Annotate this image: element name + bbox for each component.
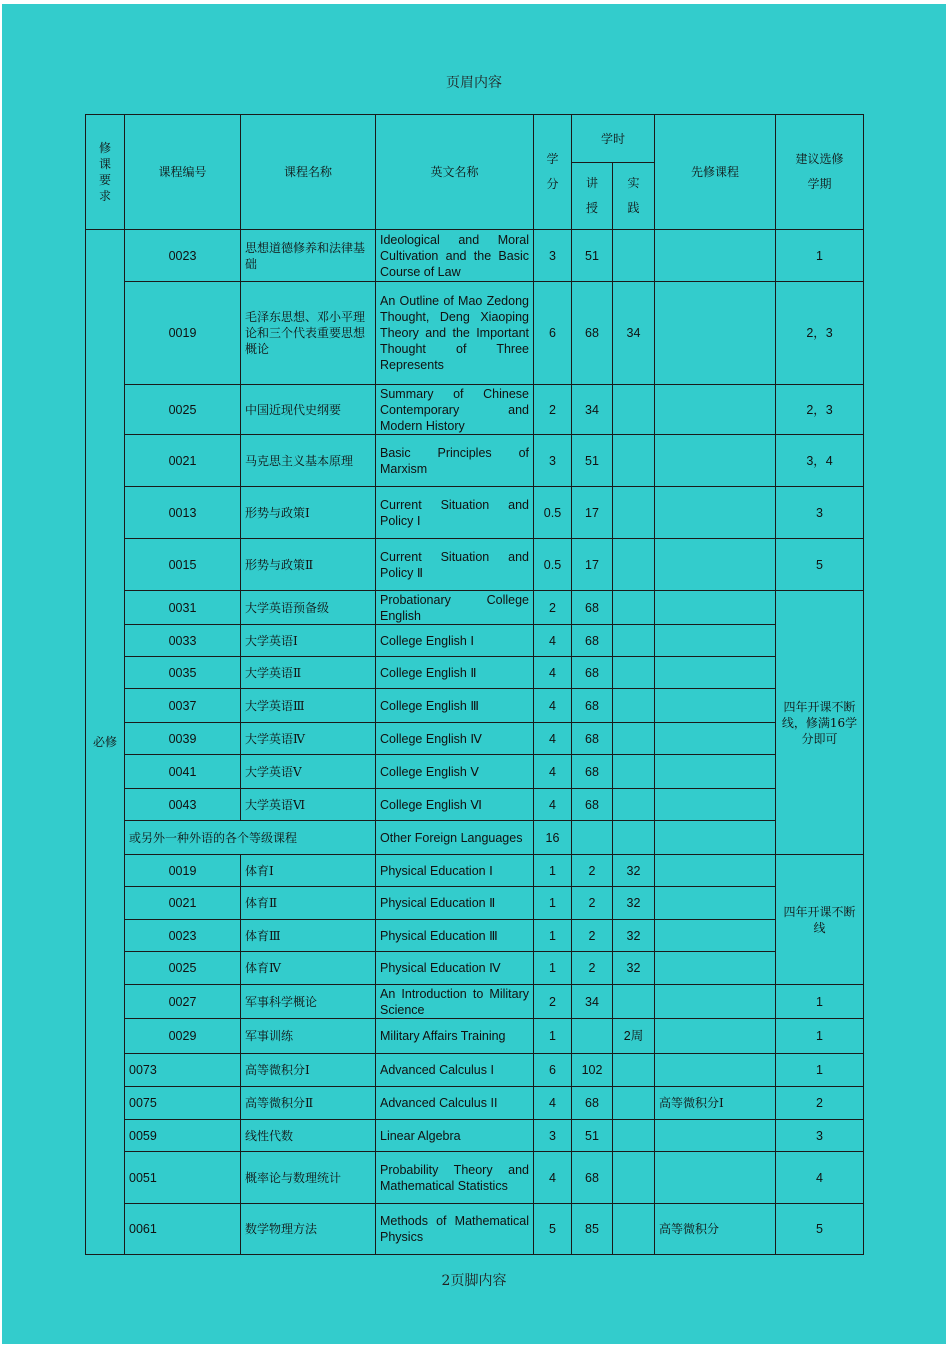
english-name-cell: Other Foreign Languages xyxy=(376,821,534,855)
course-code-cell: 0029 xyxy=(125,1019,241,1054)
english-name-cell: Advanced Calculus I xyxy=(376,1054,534,1087)
practice-hours-cell xyxy=(613,539,655,591)
header-code: 课程编号 xyxy=(125,115,241,230)
practice-hours-cell xyxy=(613,1087,655,1120)
prerequisite-cell xyxy=(655,539,776,591)
practice-hours-cell xyxy=(613,723,655,755)
credit-cell: 6 xyxy=(534,282,572,385)
table-row xyxy=(86,887,864,920)
header-lecture-text: 讲授 xyxy=(585,176,598,215)
table-row xyxy=(86,855,864,887)
course-name-cell: 大学英语Ⅵ xyxy=(241,789,376,821)
header-requirement-text: 修课要求 xyxy=(98,141,111,203)
course-code-cell: 0031 xyxy=(125,591,241,625)
course-code-cell: 0061 xyxy=(125,1204,241,1255)
lecture-hours-cell: 17 xyxy=(572,487,613,539)
course-code-cell: 0025 xyxy=(125,952,241,985)
header-requirement xyxy=(86,115,125,230)
header-prerequisite: 先修课程 xyxy=(655,115,776,230)
english-name-cell: Military Affairs Training xyxy=(376,1019,534,1054)
course-code-cell: 0075 xyxy=(125,1087,241,1120)
term-cell: 3 xyxy=(776,487,864,539)
course-name-cell: 高等微积分Ⅰ xyxy=(241,1054,376,1087)
course-code-cell: 0037 xyxy=(125,689,241,723)
requirement-cell: 必修 xyxy=(86,230,125,1255)
credit-cell: 1 xyxy=(534,952,572,985)
course-name-cell: 数学物理方法 xyxy=(241,1204,376,1255)
course-code-cell: 0059 xyxy=(125,1120,241,1152)
lecture-hours-cell: 68 xyxy=(572,723,613,755)
practice-hours-cell xyxy=(613,1120,655,1152)
table-body xyxy=(86,230,864,1255)
practice-hours-cell xyxy=(613,625,655,657)
lecture-hours-cell: 34 xyxy=(572,385,613,435)
table-row xyxy=(86,385,864,435)
practice-hours-cell xyxy=(613,789,655,821)
table-row xyxy=(86,920,864,952)
term-note-pe: 四年开课不断线 xyxy=(776,855,864,985)
course-code-cell: 0023 xyxy=(125,230,241,282)
credit-cell: 4 xyxy=(534,755,572,789)
course-code-cell: 0039 xyxy=(125,723,241,755)
course-code-cell: 0051 xyxy=(125,1152,241,1204)
english-name-cell: Current Situation and Policy Ⅰ xyxy=(376,487,534,539)
table-row xyxy=(86,282,864,385)
course-name-cell: 或另外一种外语的各个等级课程 xyxy=(125,821,376,855)
lecture-hours-cell: 17 xyxy=(572,539,613,591)
course-name-cell: 大学英语Ⅰ xyxy=(241,625,376,657)
english-name-cell: College English Ⅵ xyxy=(376,789,534,821)
credit-cell: 0.5 xyxy=(534,539,572,591)
prerequisite-cell xyxy=(655,920,776,952)
term-cell: 2 xyxy=(776,1087,864,1120)
header-practice xyxy=(613,163,655,230)
course-code-cell: 0033 xyxy=(125,625,241,657)
course-name-cell: 大学英语Ⅴ xyxy=(241,755,376,789)
lecture-hours-cell: 68 xyxy=(572,1087,613,1120)
practice-hours-cell xyxy=(613,1204,655,1255)
lecture-hours-cell: 51 xyxy=(572,435,613,487)
course-code-cell: 0021 xyxy=(125,435,241,487)
practice-hours-cell xyxy=(613,230,655,282)
credit-cell: 2 xyxy=(534,985,572,1019)
course-code-cell: 0027 xyxy=(125,985,241,1019)
table-row xyxy=(86,657,864,689)
credit-cell: 2 xyxy=(534,385,572,435)
table-row xyxy=(86,1054,864,1087)
table-row xyxy=(86,952,864,985)
english-name-cell: Ideological and Moral Cultivation and the Basic Course of Law xyxy=(376,230,534,282)
prerequisite-cell xyxy=(655,723,776,755)
table-row xyxy=(86,487,864,539)
table-row xyxy=(86,625,864,657)
english-name-cell: An Introduction to Military Science xyxy=(376,985,534,1019)
practice-hours-cell xyxy=(613,985,655,1019)
header-credit xyxy=(534,115,572,230)
prerequisite-cell xyxy=(655,1120,776,1152)
english-name-cell: Linear Algebra xyxy=(376,1120,534,1152)
course-name-cell: 体育Ⅰ xyxy=(241,855,376,887)
lecture-hours-cell: 2 xyxy=(572,855,613,887)
lecture-hours-cell: 68 xyxy=(572,789,613,821)
prerequisite-cell xyxy=(655,755,776,789)
practice-hours-cell: 32 xyxy=(613,887,655,920)
practice-hours-cell xyxy=(613,1054,655,1087)
term-cell: 1 xyxy=(776,1019,864,1054)
term-cell: 3 xyxy=(776,1120,864,1152)
header-hours: 学时 xyxy=(572,115,655,163)
table-row xyxy=(86,755,864,789)
lecture-hours-cell: 51 xyxy=(572,230,613,282)
english-name-cell: Physical Education Ⅲ xyxy=(376,920,534,952)
practice-hours-cell xyxy=(613,821,655,855)
credit-cell: 4 xyxy=(534,625,572,657)
lecture-hours-cell xyxy=(572,821,613,855)
term-cell: 4 xyxy=(776,1152,864,1204)
table-row xyxy=(86,1087,864,1120)
header-term xyxy=(776,115,864,230)
course-name-cell: 思想道德修养和法律基础 xyxy=(241,230,376,282)
practice-hours-cell xyxy=(613,689,655,723)
prerequisite-cell xyxy=(655,282,776,385)
prerequisite-cell xyxy=(655,657,776,689)
term-cell: 5 xyxy=(776,539,864,591)
course-name-cell: 体育Ⅲ xyxy=(241,920,376,952)
course-name-cell: 军事训练 xyxy=(241,1019,376,1054)
term-cell: 2，3 xyxy=(776,282,864,385)
prerequisite-cell xyxy=(655,887,776,920)
course-name-cell: 马克思主义基本原理 xyxy=(241,435,376,487)
course-name-cell: 概率论与数理统计 xyxy=(241,1152,376,1204)
lecture-hours-cell: 2 xyxy=(572,887,613,920)
credit-cell: 1 xyxy=(534,887,572,920)
table-row xyxy=(86,435,864,487)
credit-cell: 4 xyxy=(534,1152,572,1204)
prerequisite-cell xyxy=(655,487,776,539)
table-row xyxy=(86,591,864,625)
prerequisite-cell xyxy=(655,435,776,487)
credit-cell: 1 xyxy=(534,855,572,887)
term-cell: 2，3 xyxy=(776,385,864,435)
course-code-cell: 0043 xyxy=(125,789,241,821)
prerequisite-cell xyxy=(655,591,776,625)
english-name-cell: College English Ⅱ xyxy=(376,657,534,689)
prerequisite-cell xyxy=(655,952,776,985)
header-practice-text: 实践 xyxy=(627,176,640,215)
course-name-cell: 中国近现代史纲要 xyxy=(241,385,376,435)
credit-cell: 4 xyxy=(534,1087,572,1120)
header-lecture xyxy=(572,163,613,230)
course-name-cell: 军事科学概论 xyxy=(241,985,376,1019)
prerequisite-cell xyxy=(655,625,776,657)
english-name-cell: Advanced Calculus II xyxy=(376,1087,534,1120)
credit-cell: 1 xyxy=(534,920,572,952)
prerequisite-cell xyxy=(655,230,776,282)
practice-hours-cell xyxy=(613,1152,655,1204)
english-name-cell: An Outline of Mao Zedong Thought, Deng Xiaoping Theory and the Important Thought of Three Represents xyxy=(376,282,534,385)
credit-cell: 4 xyxy=(534,689,572,723)
course-code-cell: 0013 xyxy=(125,487,241,539)
prerequisite-cell xyxy=(655,985,776,1019)
page-footer: 2页脚内容 xyxy=(441,1273,507,1289)
course-code-cell: 0019 xyxy=(125,282,241,385)
course-name-cell: 大学英语Ⅱ xyxy=(241,657,376,689)
course-name-cell: 形势与政策Ⅰ xyxy=(241,487,376,539)
term-note-english: 四年开课不断线，修满16学分即可 xyxy=(776,591,864,855)
course-code-cell: 0023 xyxy=(125,920,241,952)
course-name-cell: 形势与政策Ⅱ xyxy=(241,539,376,591)
course-name-cell: 大学英语预备级 xyxy=(241,591,376,625)
practice-hours-cell: 32 xyxy=(613,952,655,985)
header-term-text: 建议选修学期 xyxy=(795,152,844,191)
lecture-hours-cell: 68 xyxy=(572,755,613,789)
practice-hours-cell: 34 xyxy=(613,282,655,385)
credit-cell: 4 xyxy=(534,789,572,821)
lecture-hours-cell: 68 xyxy=(572,657,613,689)
header-english-name: 英文名称 xyxy=(376,115,534,230)
course-table xyxy=(85,114,864,1255)
table-row xyxy=(86,821,864,855)
prerequisite-cell xyxy=(655,689,776,723)
english-name-cell: College English Ⅳ xyxy=(376,723,534,755)
lecture-hours-cell: 68 xyxy=(572,689,613,723)
lecture-hours-cell xyxy=(572,1019,613,1054)
lecture-hours-cell: 2 xyxy=(572,952,613,985)
practice-hours-cell xyxy=(613,591,655,625)
lecture-hours-cell: 68 xyxy=(572,282,613,385)
lecture-hours-cell: 68 xyxy=(572,591,613,625)
course-name-cell: 大学英语Ⅲ xyxy=(241,689,376,723)
prerequisite-cell xyxy=(655,385,776,435)
course-code-cell: 0021 xyxy=(125,887,241,920)
english-name-cell: College English Ⅲ xyxy=(376,689,534,723)
lecture-hours-cell: 2 xyxy=(572,920,613,952)
term-cell: 5 xyxy=(776,1204,864,1255)
prerequisite-cell: 高等微积分 xyxy=(655,1204,776,1255)
practice-hours-cell: 2周 xyxy=(613,1019,655,1054)
course-name-cell: 高等微积分Ⅱ xyxy=(241,1087,376,1120)
english-name-cell: Probationary College English xyxy=(376,591,534,625)
english-name-cell: Physical Education Ⅱ xyxy=(376,887,534,920)
table-row xyxy=(86,985,864,1019)
course-name-cell: 体育Ⅱ xyxy=(241,887,376,920)
course-name-cell: 线性代数 xyxy=(241,1120,376,1152)
english-name-cell: College English Ⅰ xyxy=(376,625,534,657)
credit-cell: 6 xyxy=(534,1054,572,1087)
course-code-cell: 0041 xyxy=(125,755,241,789)
course-code-cell: 0019 xyxy=(125,855,241,887)
table-row xyxy=(86,539,864,591)
course-name-cell: 毛泽东思想、邓小平理论和三个代表重要思想概论 xyxy=(241,282,376,385)
prerequisite-cell xyxy=(655,789,776,821)
credit-cell: 1 xyxy=(534,1019,572,1054)
prerequisite-cell xyxy=(655,821,776,855)
lecture-hours-cell: 51 xyxy=(572,1120,613,1152)
english-name-cell: Physical Education Ⅰ xyxy=(376,855,534,887)
english-name-cell: Current Situation and Policy Ⅱ xyxy=(376,539,534,591)
header-name: 课程名称 xyxy=(241,115,376,230)
prerequisite-cell xyxy=(655,1054,776,1087)
lecture-hours-cell: 85 xyxy=(572,1204,613,1255)
prerequisite-cell xyxy=(655,1152,776,1204)
credit-cell: 4 xyxy=(534,723,572,755)
term-cell: 1 xyxy=(776,230,864,282)
term-cell: 3，4 xyxy=(776,435,864,487)
table-row xyxy=(86,230,864,282)
table-row xyxy=(86,1152,864,1204)
english-name-cell: College English Ⅴ xyxy=(376,755,534,789)
credit-cell: 4 xyxy=(534,657,572,689)
header-credit-text: 学分 xyxy=(546,152,559,191)
english-name-cell: Probability Theory and Mathematical Statistics xyxy=(376,1152,534,1204)
credit-cell: 5 xyxy=(534,1204,572,1255)
course-code-cell: 0015 xyxy=(125,539,241,591)
table-row xyxy=(86,723,864,755)
table-row xyxy=(86,689,864,723)
table-row xyxy=(86,1019,864,1054)
table-row xyxy=(86,789,864,821)
prerequisite-cell xyxy=(655,855,776,887)
credit-cell: 0.5 xyxy=(534,487,572,539)
course-code-cell: 0025 xyxy=(125,385,241,435)
page-header: 页眉内容 xyxy=(446,75,502,91)
credit-cell: 2 xyxy=(534,591,572,625)
english-name-cell: Physical Education Ⅳ xyxy=(376,952,534,985)
english-name-cell: Methods of Mathematical Physics xyxy=(376,1204,534,1255)
practice-hours-cell xyxy=(613,755,655,789)
practice-hours-cell xyxy=(613,657,655,689)
course-name-cell: 大学英语Ⅳ xyxy=(241,723,376,755)
term-cell: 1 xyxy=(776,1054,864,1087)
course-code-cell: 0073 xyxy=(125,1054,241,1087)
table-row xyxy=(86,1204,864,1255)
lecture-hours-cell: 34 xyxy=(572,985,613,1019)
practice-hours-cell xyxy=(613,487,655,539)
credit-cell: 16 xyxy=(534,821,572,855)
credit-cell: 3 xyxy=(534,1120,572,1152)
term-cell: 1 xyxy=(776,985,864,1019)
lecture-hours-cell: 68 xyxy=(572,1152,613,1204)
english-name-cell: Summary of Chinese Contemporary and Modern History xyxy=(376,385,534,435)
course-code-cell: 0035 xyxy=(125,657,241,689)
practice-hours-cell xyxy=(613,385,655,435)
lecture-hours-cell: 68 xyxy=(572,625,613,657)
course-name-cell: 体育Ⅳ xyxy=(241,952,376,985)
table-row xyxy=(86,1120,864,1152)
prerequisite-cell xyxy=(655,1019,776,1054)
english-name-cell: Basic Principles of Marxism xyxy=(376,435,534,487)
practice-hours-cell: 32 xyxy=(613,855,655,887)
practice-hours-cell: 32 xyxy=(613,920,655,952)
practice-hours-cell xyxy=(613,435,655,487)
credit-cell: 3 xyxy=(534,435,572,487)
credit-cell: 3 xyxy=(534,230,572,282)
prerequisite-cell: 高等微积分Ⅰ xyxy=(655,1087,776,1120)
lecture-hours-cell: 102 xyxy=(572,1054,613,1087)
